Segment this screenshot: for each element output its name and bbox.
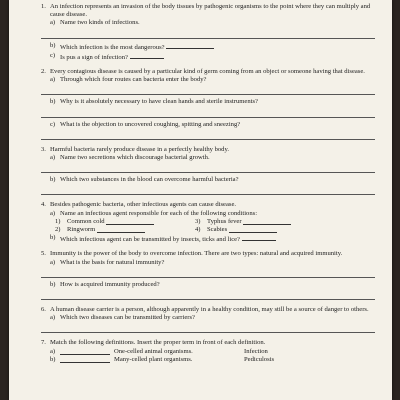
question-number: 1. bbox=[41, 3, 46, 10]
question-3 bbox=[41, 146, 375, 196]
match-definition: One-celled animal organisms. bbox=[114, 347, 193, 355]
question-text: An infection represents an invasion of the body tissues by pathogenic organisms to the point where they can multiply and cause disease. bbox=[50, 3, 371, 19]
question-number: 7. bbox=[41, 339, 46, 347]
sub-question: Which infectious agent can be transmitted by insects, ticks and lice? bbox=[60, 236, 240, 244]
question-text: Harmful bacteria rarely produce disease in a perfectly healthy body. bbox=[50, 145, 229, 153]
answer-blank[interactable] bbox=[130, 52, 164, 59]
answer-blank[interactable] bbox=[97, 226, 145, 233]
condition-number: 1) bbox=[55, 217, 61, 225]
worksheet-content bbox=[41, 3, 375, 370]
condition-number: 3) bbox=[195, 217, 201, 225]
sub-letter: c) bbox=[50, 120, 56, 128]
sub-letter: a) bbox=[50, 209, 56, 217]
sub-question: Which two substances in the blood can overcome harmful bacteria? bbox=[60, 176, 239, 184]
match-definition: Many-celled plant organisms. bbox=[114, 355, 193, 363]
sub-question: Which infection is the most dangerous? bbox=[60, 43, 165, 51]
sub-letter: b) bbox=[50, 280, 56, 288]
question-6 bbox=[41, 306, 375, 333]
question-text: Immunity is the power of the body to overcome infection. There are two types: natural and acquired immunity. bbox=[50, 250, 343, 258]
sub-letter: a) bbox=[50, 76, 56, 84]
sub-letter: b) bbox=[50, 176, 56, 184]
sub-question: How is acquired immunity produced? bbox=[60, 280, 160, 288]
answer-line[interactable] bbox=[41, 28, 375, 39]
answer-line[interactable] bbox=[41, 107, 375, 118]
answer-blank[interactable] bbox=[243, 218, 291, 225]
sub-question: What is the basis for natural immunity? bbox=[60, 258, 165, 266]
answer-line[interactable] bbox=[41, 84, 375, 95]
match-term: Pediculosis bbox=[244, 355, 275, 363]
condition-number: 4) bbox=[195, 226, 201, 234]
answer-blank[interactable] bbox=[106, 218, 154, 225]
condition-label: Ringworm bbox=[67, 226, 96, 234]
sub-question: Is pus a sign of infection? bbox=[60, 53, 128, 61]
answer-line[interactable] bbox=[41, 267, 375, 278]
question-number: 2. bbox=[41, 68, 46, 76]
worksheet-page bbox=[9, 0, 392, 400]
question-text: Every contagious disease is caused by a particular kind of germ coming from an object or someone having that disease. bbox=[50, 68, 365, 76]
question-text: Match the following definitions. Insert the proper term in front of each definition. bbox=[50, 339, 266, 347]
sub-letter: a) bbox=[50, 258, 56, 266]
match-letter: b) bbox=[50, 355, 56, 363]
condition-label: Common cold bbox=[67, 217, 105, 225]
sub-question: Which two diseases can be transmitted by carriers? bbox=[60, 314, 195, 322]
sub-letter: b) bbox=[50, 98, 56, 106]
question-number: 4. bbox=[41, 201, 46, 209]
condition-number: 2) bbox=[55, 226, 61, 234]
question-7 bbox=[41, 339, 375, 364]
sub-letter: b) bbox=[50, 234, 56, 242]
sub-question: Name two secretions which discourage bacterial growth. bbox=[60, 154, 210, 162]
match-blank[interactable] bbox=[60, 348, 110, 355]
question-2 bbox=[41, 68, 375, 140]
answer-blank[interactable] bbox=[229, 226, 277, 233]
question-number: 6. bbox=[41, 306, 46, 314]
question-text: A human disease carrier is a person, although apparently in a healthy condition, may still be a source of danger to others. bbox=[50, 306, 369, 314]
sub-question: What is the objection to uncovered coughing, spitting and sneezing? bbox=[60, 120, 241, 128]
sub-question: Name two kinds of infections. bbox=[60, 19, 140, 27]
question-5 bbox=[41, 250, 375, 300]
question-4 bbox=[41, 201, 375, 244]
sub-question: Through which four routes can bacteria enter the body? bbox=[60, 76, 207, 84]
sub-letter: a) bbox=[50, 314, 56, 322]
answer-blank[interactable] bbox=[242, 234, 276, 241]
answer-line[interactable] bbox=[41, 184, 375, 195]
sub-question: Name an infectious agent responsible for each of the following conditions: bbox=[60, 209, 258, 217]
question-text: Besides pathogenic bacteria, other infectious agents can cause disease. bbox=[50, 201, 237, 209]
sub-letter: c) bbox=[50, 51, 56, 59]
match-term: Infection bbox=[244, 347, 268, 355]
sub-letter: a) bbox=[50, 154, 56, 162]
answer-line[interactable] bbox=[41, 129, 375, 140]
sub-question: Why is it absolutely necessary to have clean hands and sterile instruments? bbox=[60, 98, 258, 106]
answer-blank[interactable] bbox=[166, 42, 214, 49]
match-blank[interactable] bbox=[60, 356, 110, 363]
question-number: 5. bbox=[41, 250, 46, 258]
question-1 bbox=[41, 3, 375, 62]
condition-label: Scabies bbox=[207, 226, 228, 234]
sub-letter: b) bbox=[50, 41, 56, 49]
question-number: 3. bbox=[41, 145, 46, 153]
answer-line[interactable] bbox=[41, 162, 375, 173]
sub-letter: a) bbox=[50, 19, 56, 27]
condition-label: Typhus fever bbox=[207, 217, 242, 225]
answer-line[interactable] bbox=[41, 289, 375, 300]
match-letter: a) bbox=[50, 347, 56, 355]
answer-line[interactable] bbox=[41, 322, 375, 333]
